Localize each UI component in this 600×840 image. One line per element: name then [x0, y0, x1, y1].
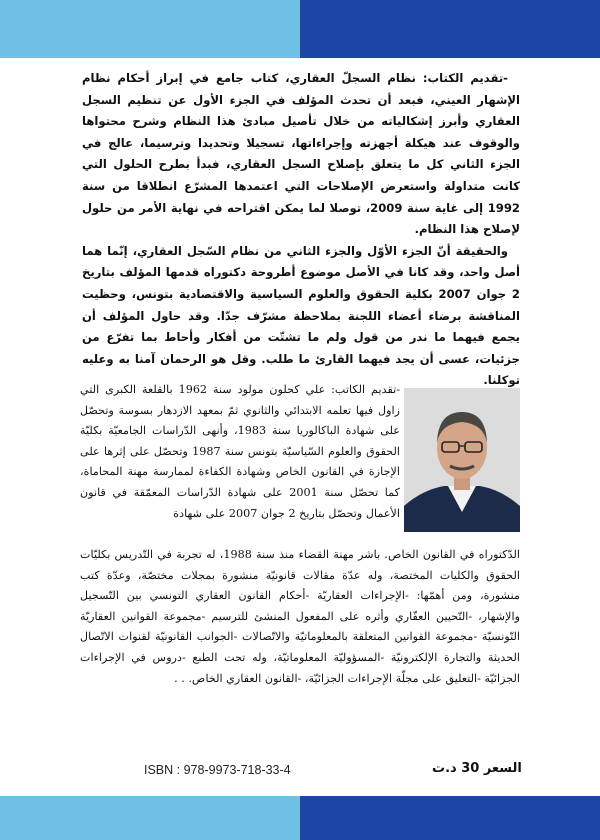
bottom-band-light — [0, 796, 300, 840]
top-color-band — [0, 0, 600, 58]
top-band-light — [0, 0, 300, 58]
author-bio — [80, 380, 400, 524]
bottom-color-band — [0, 796, 600, 840]
intro-paragraph-2: والحقيقة أنّ الجزء الأوّل والجزء الثاني من نظام السّجل العقاري، إنّما هما أصل واحد، وقد كانا في الأصل موضوع أطروحة دكتوراه قدمها المؤلف بتاريخ 2 جوان 2007 بكلية الحقوق والعلوم السياسية والاقتصادية بتونس، وحظيت المناقشة برضاء أعضاء اللجنة بملاحظة مشرّف جدّا. وقد حاول المؤلف أن يجمع فيهما ما ندر من قول ولم ما تشتّت من أفكار وأحاط بما تفرّع من جزئيات، عسى أن يجد فيهما القارئ ما طلب. وقل هو الرحمان آمنا به وعليه توكلنا. — [82, 243, 520, 388]
author-bio-part-1: -تقديم الكاتب: علي كحلون مولود سنة 1962 بالقلعة الكبرى التي زاول فيها تعلمه الابتدائي والثانوي ثمّ بمعهد الازدهار بسوسة وتحصّل على شهادة الباكالوريا سنة 1983، وأنهى الدّراسات الجامعيّة بكليّة الحقوق والعلوم السّياسيّة بتونس سنة 1987 وتحصّل على إثرها على الإجازة في القانون الخاص وشهادة الكفاءة لممارسة مهنة المحاماة، كما تحصّل سنة 2001 على شهادة الدّراسات المعمّقة في قانون الأعمال وتحصّل بتاريخ 2 جوان 2007 على شهادة — [80, 383, 400, 520]
author-photo — [404, 388, 520, 532]
author-bio-continued — [80, 545, 520, 689]
book-introduction — [82, 68, 520, 392]
intro-paragraph-1: -تقديم الكتاب: نظام السجلّ العقاري، كتاب جامع في إبراز أحكام نظام الإشهار العيني، فبعد أن تحدث المؤلف في الجزء الأول عن تنظيم السجل العقاري وأبرز إشكالياته من خلال تأصيل مبادئ هذا النظام وشرح محتواها والوقوف عند هيكلة أجهزته وإجراءاتها، تسجيلا وتحديدا وترسيما، عالج في الجزء الثاني كل ما يتعلق بإصلاح السجل العقاري، فبدأ بطرح الحلول التي كانت متداولة واستعرض الإصلاحات التي اعتمدها المشرّع انطلاقا من سنة 1992 إلى غاية سنة 2009، توصلا لما يمكن اقتراحه في نهاية الأمر من حلول لإصلاح هذا النظام. — [82, 71, 520, 237]
book-price: السعر 30 د.ت — [432, 761, 522, 776]
bottom-band-dark — [300, 796, 600, 840]
author-bio-part-2: الدّكتوراه في القانون الخاص. باشر مهنة القضاء منذ سنة 1988، له تجربة في التّدريس بكليّات الحقوق والكليات المختصة، وله عدّة مقالات قانونيّة منشورة بمجلات مختصّة، وعدّة كتب منشورة، ومن أهمّها: -الإجراءات العقاريّة -أحكام القانون العقاري التونسي بين التّسجيل والإشهار، -التّحيين العقّاري وأثره على المفعول المنشئ للترسيم -مجموعة القوانين العقاريّة التّونسيّة -مجموعة القوانين المتعلقة بالمعلوماتيّة والاتّصالات -الجوانب القانونيّة لقنوات الاتّصال الحديثة والتجارة الإلكترونيّة -المسؤوليّة المعلوماتيّة، وله تحت الطبع -دروس في الإجراءات الجزائيّة -التعليق على مجلّة الإجراءات الجزائيّة، -القانون العقاري الخاص. . . — [80, 548, 520, 685]
isbn-number: ISBN : 978-9973-718-33-4 — [144, 763, 291, 777]
top-band-dark — [300, 0, 600, 58]
